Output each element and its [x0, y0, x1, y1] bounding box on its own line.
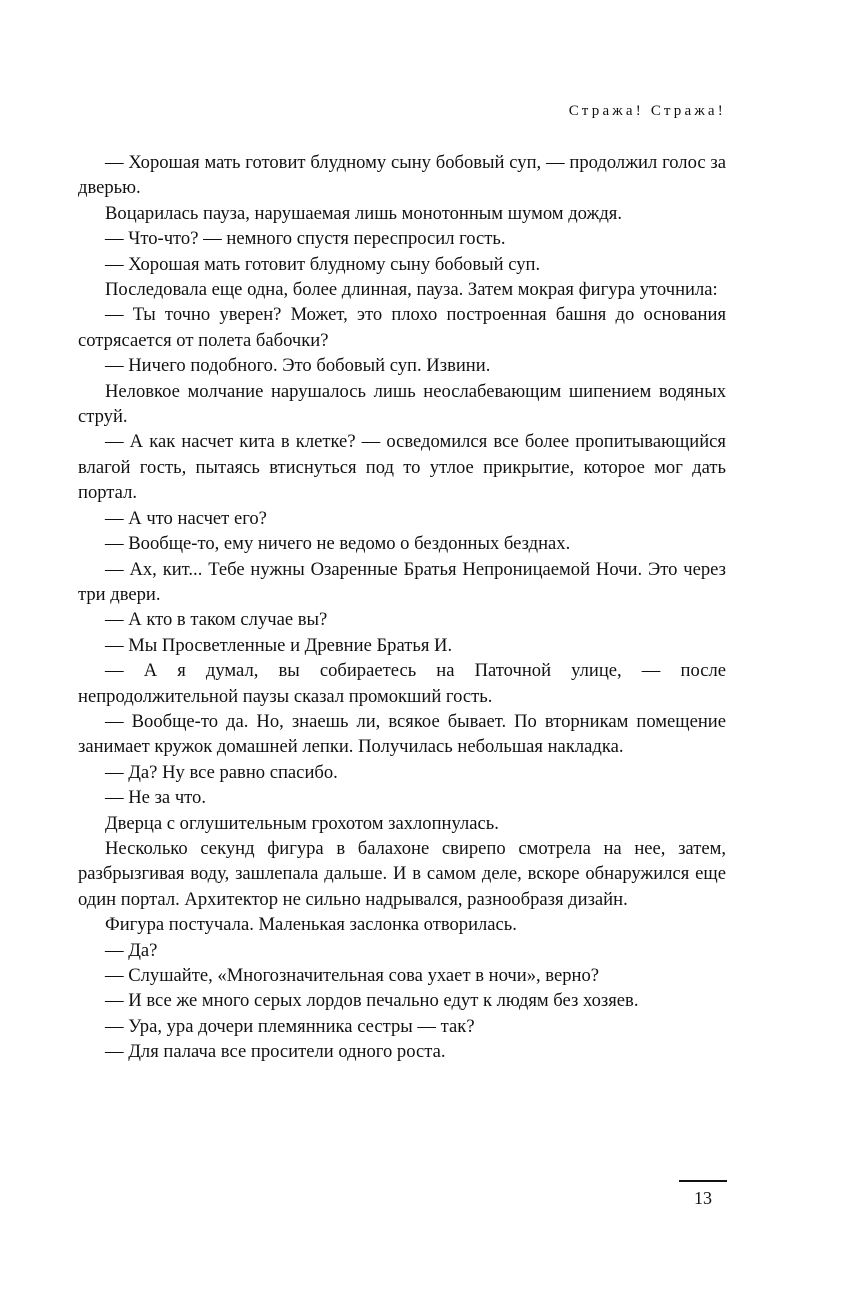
paragraph: — Ты точно уверен? Может, это плохо построенная башня до основания сотрясается от полета бабочки? [78, 304, 726, 351]
paragraph: — Вообще-то да. Но, знаешь ли, всякое бывает. По вторникам помещение занимает кружок домашней лепки. Получилась небольшая накладка. [78, 710, 726, 758]
running-head: Стража! Стража! [568, 103, 726, 119]
paragraph: — Хорошая мать готовит блудному сыну бобовый суп. [105, 253, 541, 275]
paragraph: Дверца с оглушительным грохотом захлопнулась. [105, 812, 499, 834]
paragraph: Неловкое молчание нарушалось лишь неослабевающим шипением водяных струй. [78, 380, 726, 428]
paragraph: — Хорошая мать готовит блудному сыну бобовый суп, — продолжил голос за дверью. [78, 152, 726, 199]
paragraph: — Ура, ура дочери племянника сестры — так? [105, 1015, 475, 1037]
paragraph: — Ах, кит... Тебе нужны Озаренные Братья Непроницаемой Ночи. Это через три двери. [78, 558, 726, 605]
paragraph: Воцарилась пауза, нарушаемая лишь монотонным шумом дождя. [105, 202, 623, 224]
paragraph: — Слушайте, «Многозначительная сова ухает в ночи», верно? [105, 965, 600, 986]
paragraph: — Да? [105, 939, 158, 961]
paragraph: — А что насчет его? [105, 507, 267, 529]
paragraph: Последовала еще одна, более длинная, пауза. Затем мокрая фигура уточнила: [105, 279, 718, 301]
paragraph: — Что-что? — немного спустя переспросил гость. [105, 228, 506, 250]
paragraph: — Ничего подобного. Это бобовый суп. Извини. [105, 355, 491, 377]
body-text [78, 150, 726, 1065]
paragraph: — Не за что. [105, 787, 206, 809]
paragraph: — И все же много серых лордов печально едут к людям без хозяев. [105, 990, 639, 1012]
paragraph: — А кто в таком случае вы? [105, 609, 328, 631]
paragraph: — А я думал, вы собираетесь на Паточной улице, — после непродолжительной паузы сказал промокший гость. [78, 660, 726, 707]
page-number: 13 [694, 1188, 712, 1208]
paragraph: — А как насчет кита в клетке? — осведомился все более пропитывающийся влагой гость, пытаясь втиснуться под то утлое прикрытие, которое мог дать портал. [78, 431, 726, 504]
paragraph: Фигура постучала. Маленькая заслонка отворилась. [105, 914, 517, 936]
paragraph: — Да? Ну все равно спасибо. [105, 761, 338, 783]
paragraph: Несколько секунд фигура в балахоне свирепо смотрела на нее, затем, разбрызгивая воду, зашлепала дальше. И в самом деле, вскоре обнаружился еще один портал. Архитектор не сильно надрывался, разнообразя дизайн. [78, 837, 726, 910]
paragraph: — Для палача все просители одного роста. [105, 1041, 446, 1063]
paragraph: — Вообще-то, ему ничего не ведомо о бездонных безднах. [105, 533, 571, 555]
paragraph: — Мы Просветленные и Древние Братья И. [105, 634, 453, 656]
folio-rule [679, 1180, 727, 1182]
